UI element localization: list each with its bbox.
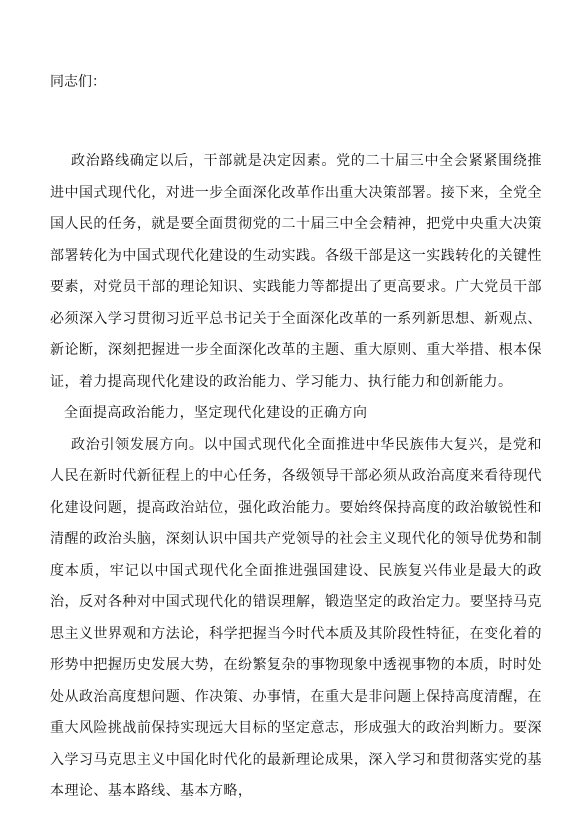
- document-body: [50, 146, 542, 808]
- paragraph-political-ability: 政治引领发展方向。以中国式现代化全面推进中华民族伟大复兴，是党和人民在新时代新征程上的中心任务，各级领导干部必须从政治高度来看待现代化建设问题，提高政治站位，强化政治能力。要始终保持高度的政治敏锐性和清醒的政治头脑，深刻认识中国共产党领导的社会主义现代化的领导优势和制度本质，牢记以中国式现代化全面推进强国建设、民族复兴伟业是最大的政治，反对各种对中国式现代化的错误理解，锻造坚定的政治定力。要坚持马克思主义世界观和方法论，科学把握当今时代本质及其阶段性特征，在变化着的形势中把握历史发展大势，在纷繁复杂的事物现象中透视事物的本质，时时处处从政治高度想问题、作决策、办事情，在重大是非问题上保持高度清醒，在重大风险挑战前保持实现远大目标的坚定意志，形成强大的政治判断力。要深入学习马克思主义中国化时代化的最新理论成果，深入学习和贯彻落实党的基本理论、基本路线、基本方略，: [50, 436, 542, 799]
- section-heading: 全面提高政治能力，坚定现代化建设的正确方向: [64, 405, 368, 421]
- paragraph-intro: 政治路线确定以后，干部就是决定因素。党的二十届三中全会紧紧围绕推进中国式现代化，对进一步全面深化改革作出重大决策部署。接下来，全党全国人民的任务，就是要全面贯彻党的二十届三中全会精神，把党中央重大决策部署转化为中国式现代化建设的生动实践。各级干部是这一实践转化的关键性要素，对党员干部的理论知识、实践能力等都提出了更高要求。广大党员干部必须深入学习贯彻习近平总书记关于全面深化改革的一系列新思想、新观点、新论断，深刻把握进一步全面深化改革的主题、重大原则、重大举措、根本保证，着力提高现代化建设的政治能力、学习能力、执行能力和创新能力。: [50, 153, 542, 390]
- salutation: 同志们：: [50, 74, 106, 90]
